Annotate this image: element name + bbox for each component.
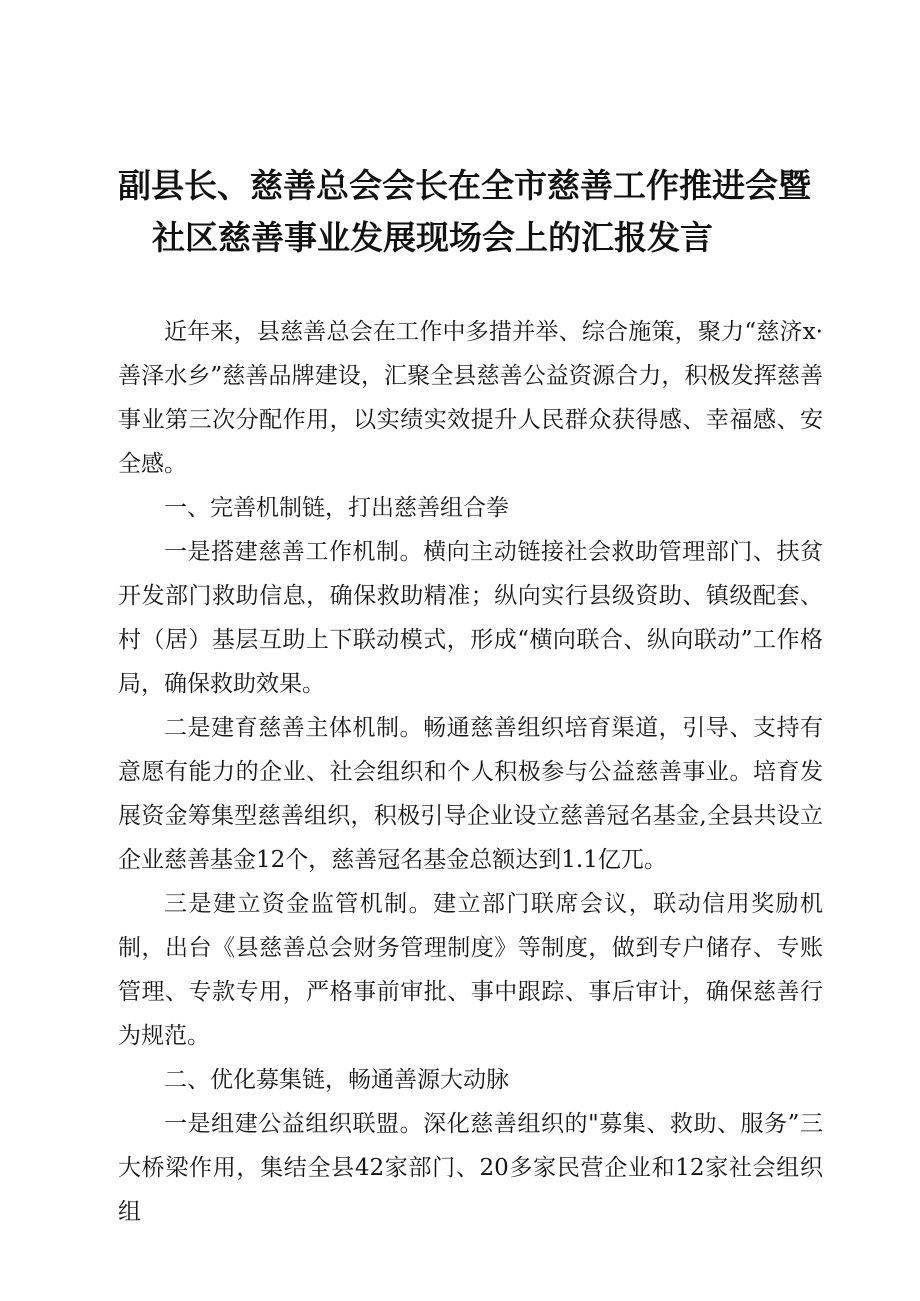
- body-paragraph: 三是建立资金监管机制。建立部门联席会议，联动信用奖励机制，出台《县慈善总会财务管理制度》等制度，做到专户储存、专账管理、专款专用，严格事前审批、事中跟踪、事后审计，确保慈善行为规范。: [118, 891, 823, 1049]
- intro-paragraph: 近年来，县慈善总会在工作中多措并举、综合施策，聚力“慈济x·善泽水乡”慈善品牌建设，汇聚全县慈善公益资源合力，积极发挥慈善事业第三次分配作用，以实绩实效提升人民群众获得感、幸福感、安全感。: [118, 319, 823, 477]
- document-title: [110, 160, 810, 264]
- section-heading-1: 一、完善机制链，打出慈善组合拳: [164, 495, 509, 521]
- document-body: [118, 310, 823, 1234]
- body-paragraph: 一是组建公益组织联盟。深化慈善组织的"募集、救助、服务”三大桥梁作用，集结全县42家部门、20多家民营企业和12家社会组织组: [118, 1111, 823, 1225]
- body-paragraph: 一是搭建慈善工作机制。横向主动链接社会救助管理部门、扶贫开发部门救助信息，确保救助精准；纵向实行县级资助、镇级配套、村（居）基层互助上下联动模式，形成“横向联合、纵向联动”工作格局，确保救助效果。: [118, 539, 823, 697]
- title-line-1: 副县长、慈善总会会长在全市慈善工作推进会暨: [118, 166, 811, 205]
- title-line-2: 社区慈善事业发展现场会上的汇报发言: [152, 218, 713, 257]
- body-paragraph: 二是建育慈善主体机制。畅通慈善组织培育渠道，引导、支持有意愿有能力的企业、社会组织和个人积极参与公益慈善事业。培育发展资金筹集型慈善组织，积极引导企业设立慈善冠名基金,全县共设立企业慈善基金12个，慈善冠名基金总额达到1.1亿兀。: [118, 715, 823, 873]
- section-heading-2: 二、优化募集链，畅通善源大动脉: [164, 1067, 509, 1093]
